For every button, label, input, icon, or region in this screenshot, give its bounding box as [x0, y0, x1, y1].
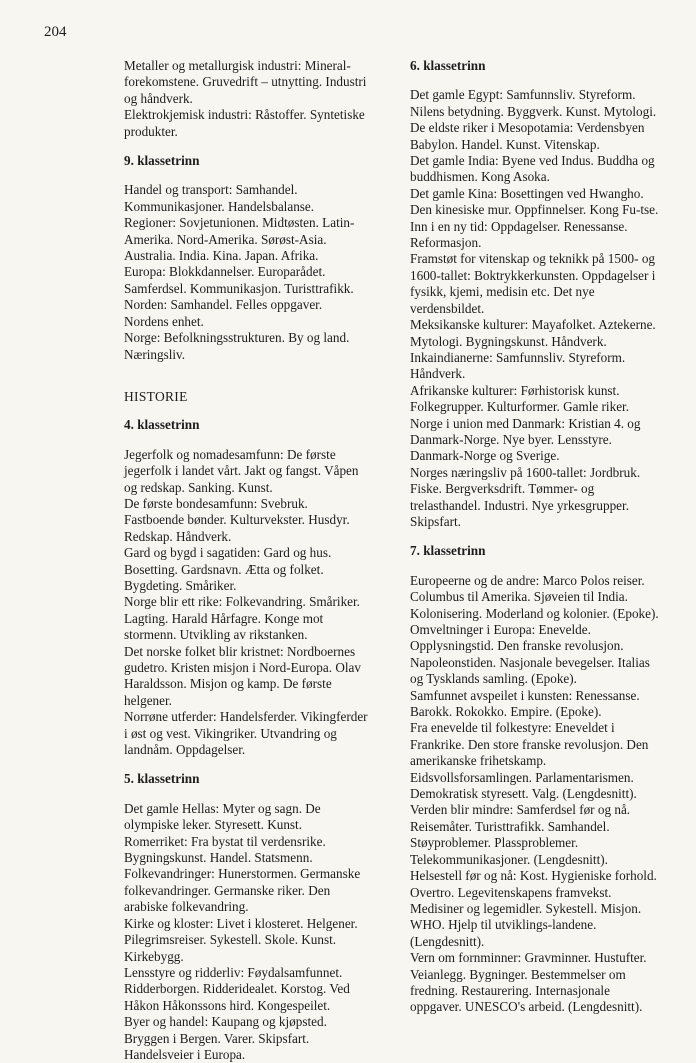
paragraph-norrone-utferder: Norrøne utferder: Handelsferder. Vikingferder i øst og vest. Vikingriker. Utvandring og landnåm. Oppdagelser. [124, 709, 368, 758]
heading-historie: HISTORIE [124, 388, 188, 404]
paragraph-mesopotamia: De eldste riker i Mesopotamia: Verdensbyen Babylon. Handel. Kunst. Vitenskap. [410, 120, 645, 152]
heading-9-klassetrinn: 9. klassetrinn [124, 153, 200, 169]
paragraph-egypt: Det gamle Egypt: Samfunnsliv. Styreform. Nilens betydning. Byggverk. Kunst. Mytologi. [410, 87, 657, 119]
paragraph-meksikanske: Meksikanske kulturer: Mayafolket. Aztekerne. Mytologi. Bygningskunst. Håndverk. [410, 317, 656, 349]
paragraph-inkaindianerne: Inkaindianerne: Samfunnsliv. Styreform. Håndverk. [410, 349, 626, 382]
paragraph-folkevandringer: Folkevandringer: Hunerstormen. Germanske folkevandringer. Germanske riker. Den arabiske folkevandring. [124, 866, 361, 915]
paragraph-folkestyre: Fra enevelde til folkestyre: Eneveldet i Frankrike. Den store franske revolusjon. Den amerikanske frihetskamp. Eidsvollsforsamlingen. Parlamentarismen. Demokratisk styresett. Valg. (Lengdesnitt). [410, 720, 649, 802]
paragraph-union-danmark: Norge i union med Danmark: Kristian 4. og Danmark-Norge. Nye byer. Lensstyre. Danmark-Norge og Sverige. [410, 415, 641, 464]
paragraph-kina: Det gamle Kina: Bosettingen ved Hwangho. Den kinesiske mur. Oppfinnelser. Kong Fu-tse. [410, 185, 659, 218]
paragraph-norden: Norden: Samhandel. Felles oppgaver. Nordens enhet. [124, 297, 323, 329]
paragraph-fornminner: Vern om fornminner: Gravminner. Hustufter. Veianlegg. Bygninger. Bestemmelser om fredning. Restaurering. Internasjonale oppgaver. UNESCO's arbeid. (Lengdesnitt). [410, 950, 647, 1015]
paragraph-norge: Norge: Befolkningsstrukturen. By og land. Næringsliv. [124, 330, 350, 362]
heading-7-klassetrinn: 7. klassetrinn [410, 543, 486, 559]
paragraph-jegerfolk: Jegerfolk og nomadesamfunn: De første jegerfolk i landet vårt. Jakt og fangst. Våpen og redskap. Sanking. Kunst. [124, 446, 359, 495]
paragraph-ny-tid: Inn i en ny tid: Oppdagelser. Renessanse. Reformasjon. [410, 218, 628, 251]
paragraph-europa: Europa: Blokkdannelser. Europarådet. Samferdsel. Kommunikasjon. Turisttrafikk. [124, 264, 354, 296]
paragraph-india: Det gamle India: Byene ved Indus. Buddha og buddhismen. Kong Asoka. [410, 153, 655, 185]
heading-4-klassetrinn: 4. klassetrinn [124, 417, 200, 433]
paragraph-vitenskap-teknikk: Framstøt for vitenskap og teknikk på 1500- og 1600-tallet: Boktrykkerkunsten. Oppdagelser i fysikk, kjemi, medisin etc. Det nye verdensbildet. [410, 251, 656, 316]
paragraph-gard-og-bygd: Gard og bygd i sagatiden: Gard og hus. Bosetting. Gardsnavn. Ætta og folket. Bygdeting. Småriker. [124, 545, 332, 593]
paragraph-kirke-kloster: Kirke og kloster: Livet i klosteret. Helgener. Pilegrimsreiser. Sykestell. Skole. Kunst. Kirkebygg. [124, 915, 358, 964]
left-column [124, 58, 368, 1063]
paragraph-kristnet: Det norske folket blir kristnet: Nordboernes gudetro. Kristen misjon i Nord-Europa. Olav Haraldsson. Misjon og kamp. De første helgener. [124, 643, 361, 708]
paragraph-norge-ett-rike: Norge blir ett rike: Folkevandring. Småriker. Lagting. Harald Hårfagre. Konge mot stormenn. Utvikling av rikstanken. [124, 594, 360, 643]
right-column [410, 58, 664, 1016]
paragraph-europeerne: Europeerne og de andre: Marco Polos reiser. Columbus til Amerika. Sjøveien til India. Kolonisering. Moderland og kolonier. (Epoke). [410, 572, 659, 621]
paragraph-kunsten: Samfunnet avspeilet i kunsten: Renessanse. Barokk. Rokokko. Empire. (Epoke). [410, 687, 640, 720]
paragraph-omveltninger: Omveltninger i Europa: Enevelde. Opplysningstid. Den franske revolusjon. Napoleonstiden. Nasjonale bevegelser. Italias og Tysklands samling. (Epoke). [410, 622, 650, 687]
page-number: 204 [44, 24, 67, 40]
paragraph-helsestell: Helsestell før og nå: Kost. Hygieniske forhold. Overtro. Legevitenskapens framvekst. Medisiner og legemidler. Sykestell. Misjon. WHO. Hjelp til utviklings-landene. (Lengdesnitt). [410, 868, 657, 949]
paragraph-elektrokjemisk: Elektrokjemisk industri: Råstoffer. Syntetiske produkter. [124, 107, 365, 139]
paragraph-hellas: Det gamle Hellas: Myter og sagn. De olympiske leker. Styresett. Kunst. [124, 800, 321, 833]
paragraph-lensstyre: Lensstyre og ridderliv: Føydalsamfunnet. Ridderborgen. Ridderidealet. Korstog. Ved Håkon Håkonssons hird. Kongespeilet. [124, 964, 350, 1013]
heading-5-klassetrinn: 5. klassetrinn [124, 771, 200, 787]
paragraph-romerriket: Romerriket: Fra bystat til verdensrike. Bygningskunst. Handel. Statsmenn. [124, 833, 326, 866]
heading-6-klassetrinn: 6. klassetrinn [410, 58, 486, 73]
paragraph-verden-mindre: Verden blir mindre: Samferdsel før og nå. Reisemåter. Turisttrafikk. Samhandel. Støyproblemer. Plassproblemer. Telekommunikasjoner. (Lengdesnitt). [410, 802, 631, 867]
paragraph-bondesamfunn: De første bondesamfunn: Svebruk. Fastboende bønder. Kulturvekster. Husdyr. Redskap. Håndverk. [124, 495, 350, 544]
paragraph-handel-transport: Handel og transport: Samhandel. Kommunikasjoner. Handelsbalanse. [124, 182, 315, 214]
paragraph-byer-handel: Byer og handel: Kaupang og kjøpsted. Bryggen i Bergen. Varer. Skipsfart. Handelsveier i Europa. [124, 1014, 327, 1062]
paragraph-regioner: Regioner: Sovjetunionen. Midtøsten. Latin-Amerika. Nord-Amerika. Sørøst-Asia. Australia. India. Kina. Japan. Afrika. [124, 215, 355, 264]
paragraph-afrikanske: Afrikanske kulturer: Førhistorisk kunst. Folkegrupper. Kulturformer. Gamle riker. [410, 382, 630, 415]
paragraph-metaller: Metaller og metallurgisk industri: Mineral-forekomstene. Gruvedrift – utnytting. Industri og håndverk. [124, 58, 367, 106]
paragraph-naeringsliv-1600: Norges næringsliv på 1600-tallet: Jordbruk. Fiske. Bergverksdrift. Tømmer- og trelasthandel. Industri. Nye yrkesgrupper. Skipsfart. [410, 464, 641, 529]
